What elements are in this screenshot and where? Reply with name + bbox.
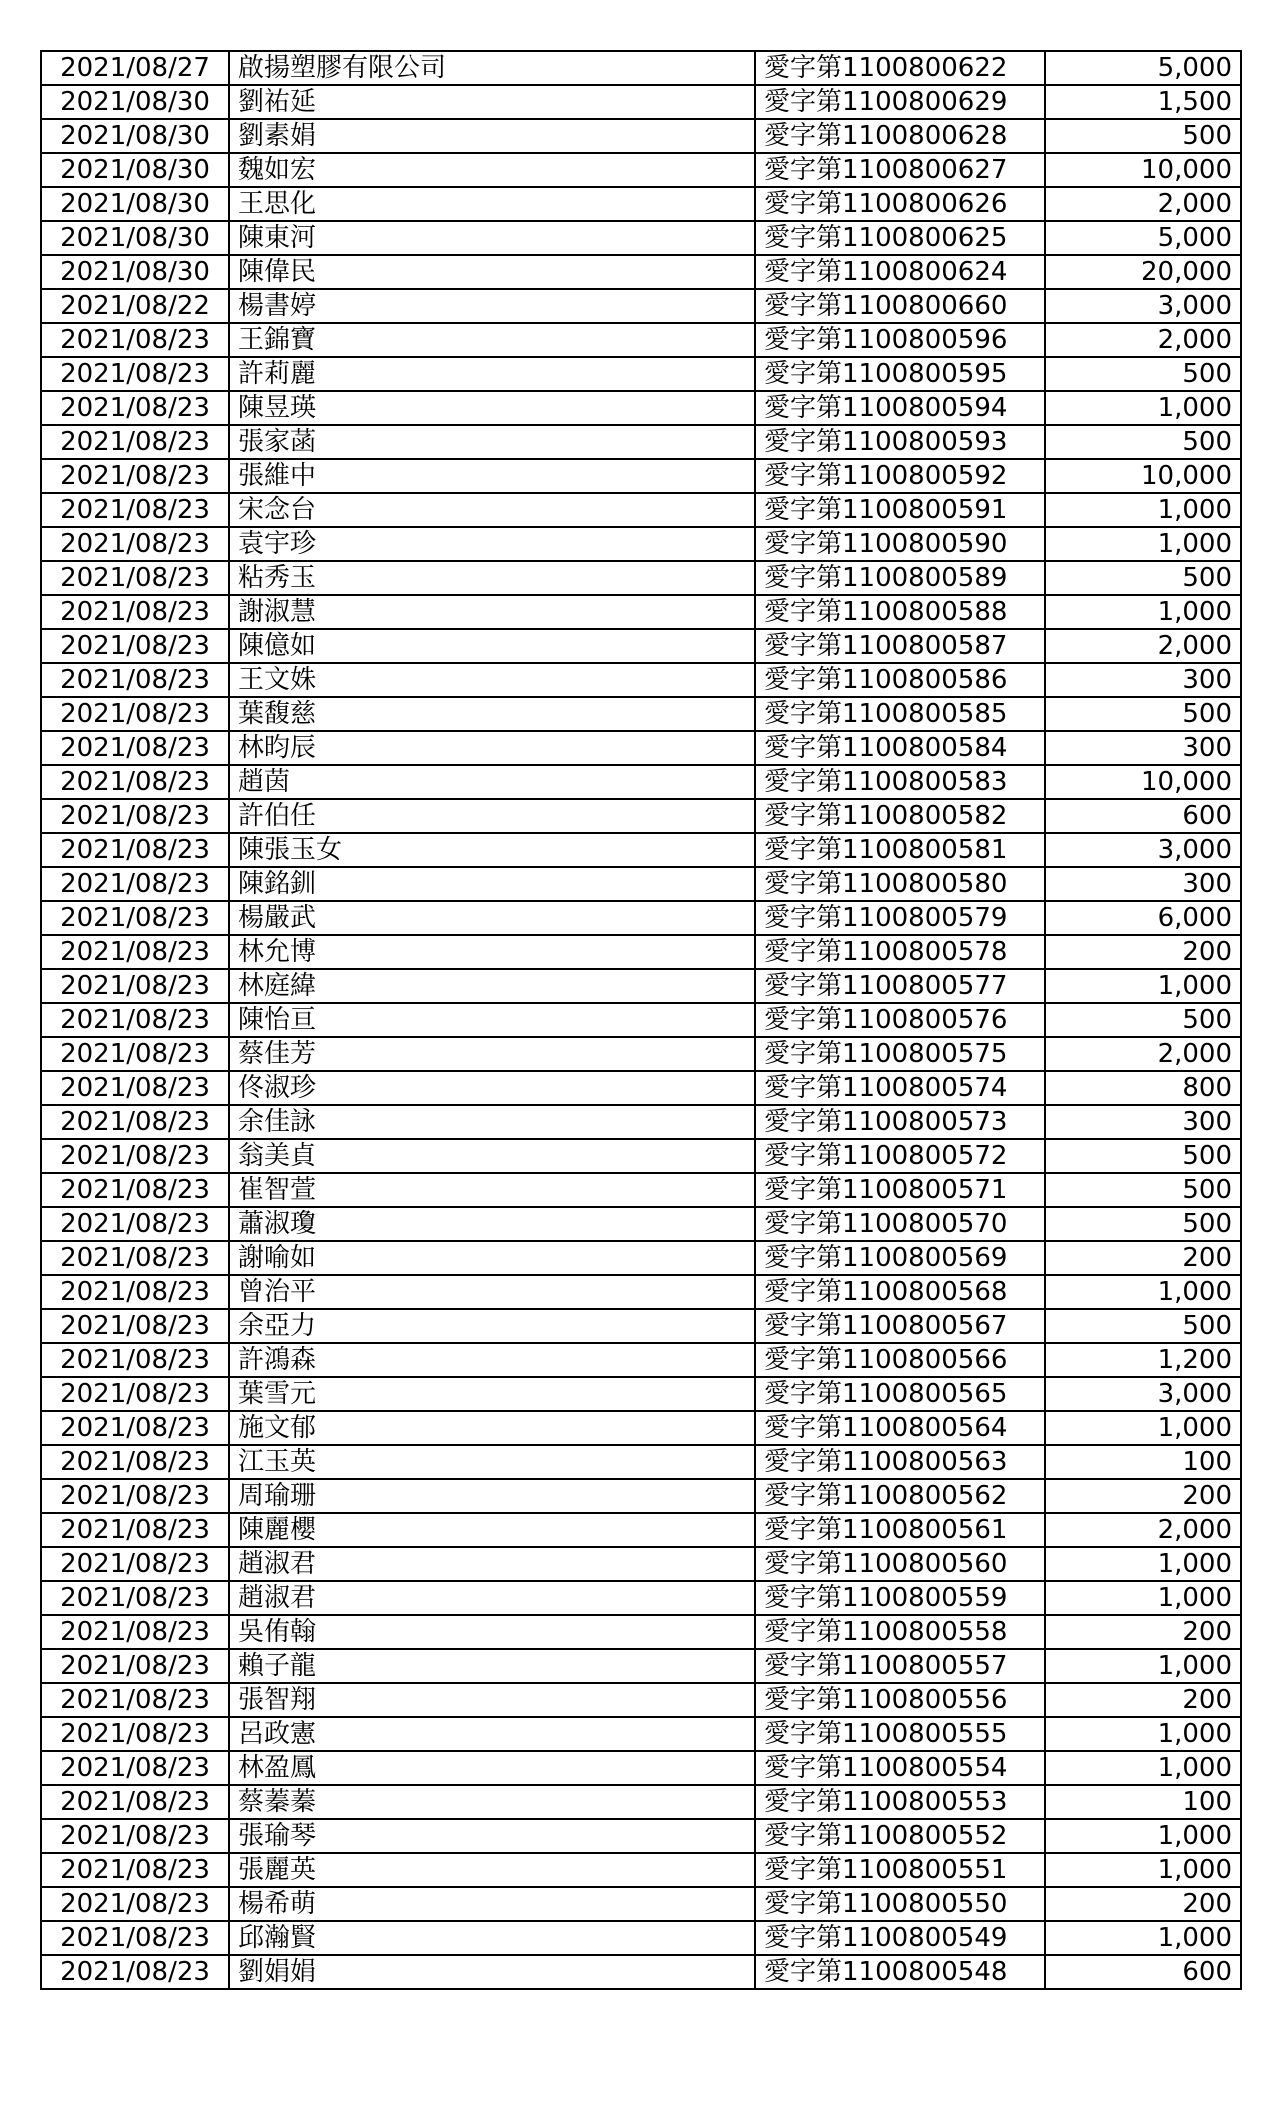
amount-cell: 1,000 bbox=[1045, 595, 1241, 629]
receipt-number-cell: 愛字第1100800580 bbox=[755, 867, 1045, 901]
date-cell: 2021/08/23 bbox=[41, 1411, 229, 1445]
donor-name-cell: 楊書婷 bbox=[229, 289, 755, 323]
amount-cell: 200 bbox=[1045, 1241, 1241, 1275]
table-row bbox=[41, 1785, 1241, 1819]
donor-name-cell: 張家菡 bbox=[229, 425, 755, 459]
date-cell: 2021/08/23 bbox=[41, 969, 229, 1003]
donor-name-cell: 佟淑珍 bbox=[229, 1071, 755, 1105]
table-row bbox=[41, 901, 1241, 935]
table-row bbox=[41, 1717, 1241, 1751]
date-cell: 2021/08/30 bbox=[41, 187, 229, 221]
amount-cell: 200 bbox=[1045, 1479, 1241, 1513]
date-cell: 2021/08/23 bbox=[41, 867, 229, 901]
donor-name-cell: 啟揚塑膠有限公司 bbox=[229, 51, 755, 85]
date-cell: 2021/08/23 bbox=[41, 935, 229, 969]
date-cell: 2021/08/23 bbox=[41, 1887, 229, 1921]
donor-name-cell: 崔智萱 bbox=[229, 1173, 755, 1207]
table-row bbox=[41, 1003, 1241, 1037]
amount-cell: 1,000 bbox=[1045, 1581, 1241, 1615]
receipt-number-cell: 愛字第1100800561 bbox=[755, 1513, 1045, 1547]
receipt-number-cell: 愛字第1100800589 bbox=[755, 561, 1045, 595]
receipt-number-cell: 愛字第1100800595 bbox=[755, 357, 1045, 391]
date-cell: 2021/08/23 bbox=[41, 1377, 229, 1411]
amount-cell: 100 bbox=[1045, 1445, 1241, 1479]
receipt-number-cell: 愛字第1100800591 bbox=[755, 493, 1045, 527]
date-cell: 2021/08/30 bbox=[41, 85, 229, 119]
table-row bbox=[41, 799, 1241, 833]
amount-cell: 1,000 bbox=[1045, 1411, 1241, 1445]
table-row bbox=[41, 255, 1241, 289]
table-row bbox=[41, 663, 1241, 697]
date-cell: 2021/08/30 bbox=[41, 119, 229, 153]
donor-name-cell: 許伯任 bbox=[229, 799, 755, 833]
amount-cell: 500 bbox=[1045, 357, 1241, 391]
receipt-number-cell: 愛字第1100800627 bbox=[755, 153, 1045, 187]
amount-cell: 200 bbox=[1045, 1683, 1241, 1717]
table-row bbox=[41, 323, 1241, 357]
receipt-number-cell: 愛字第1100800629 bbox=[755, 85, 1045, 119]
table-row bbox=[41, 153, 1241, 187]
donor-name-cell: 張瑜琴 bbox=[229, 1819, 755, 1853]
donor-name-cell: 劉娟娟 bbox=[229, 1955, 755, 1989]
amount-cell: 1,000 bbox=[1045, 1649, 1241, 1683]
donor-name-cell: 林昀辰 bbox=[229, 731, 755, 765]
amount-cell: 1,000 bbox=[1045, 1921, 1241, 1955]
date-cell: 2021/08/23 bbox=[41, 1173, 229, 1207]
donor-name-cell: 余亞力 bbox=[229, 1309, 755, 1343]
receipt-number-cell: 愛字第1100800574 bbox=[755, 1071, 1045, 1105]
amount-cell: 1,000 bbox=[1045, 1717, 1241, 1751]
donor-name-cell: 謝喻如 bbox=[229, 1241, 755, 1275]
donor-name-cell: 林庭緯 bbox=[229, 969, 755, 1003]
donor-name-cell: 張維中 bbox=[229, 459, 755, 493]
table-row bbox=[41, 1071, 1241, 1105]
date-cell: 2021/08/23 bbox=[41, 561, 229, 595]
amount-cell: 20,000 bbox=[1045, 255, 1241, 289]
amount-cell: 10,000 bbox=[1045, 765, 1241, 799]
donor-name-cell: 趙淑君 bbox=[229, 1581, 755, 1615]
amount-cell: 1,200 bbox=[1045, 1343, 1241, 1377]
receipt-number-cell: 愛字第1100800594 bbox=[755, 391, 1045, 425]
table-row bbox=[41, 731, 1241, 765]
donor-name-cell: 袁宇珍 bbox=[229, 527, 755, 561]
table-row bbox=[41, 187, 1241, 221]
donor-name-cell: 林盈鳳 bbox=[229, 1751, 755, 1785]
table-row bbox=[41, 425, 1241, 459]
date-cell: 2021/08/30 bbox=[41, 255, 229, 289]
table-row bbox=[41, 1241, 1241, 1275]
date-cell: 2021/08/23 bbox=[41, 629, 229, 663]
table-row bbox=[41, 1955, 1241, 1989]
donor-name-cell: 陳億如 bbox=[229, 629, 755, 663]
donor-name-cell: 邱瀚賢 bbox=[229, 1921, 755, 1955]
date-cell: 2021/08/23 bbox=[41, 799, 229, 833]
receipt-number-cell: 愛字第1100800552 bbox=[755, 1819, 1045, 1853]
amount-cell: 5,000 bbox=[1045, 221, 1241, 255]
receipt-number-cell: 愛字第1100800569 bbox=[755, 1241, 1045, 1275]
table-row bbox=[41, 1547, 1241, 1581]
date-cell: 2021/08/23 bbox=[41, 1785, 229, 1819]
donation-ledger-page bbox=[40, 50, 1242, 1990]
amount-cell: 5,000 bbox=[1045, 51, 1241, 85]
donor-name-cell: 楊希萌 bbox=[229, 1887, 755, 1921]
amount-cell: 600 bbox=[1045, 799, 1241, 833]
receipt-number-cell: 愛字第1100800576 bbox=[755, 1003, 1045, 1037]
table-row bbox=[41, 833, 1241, 867]
donor-name-cell: 曾治平 bbox=[229, 1275, 755, 1309]
donor-name-cell: 葉馥慈 bbox=[229, 697, 755, 731]
receipt-number-cell: 愛字第1100800566 bbox=[755, 1343, 1045, 1377]
donor-name-cell: 謝淑慧 bbox=[229, 595, 755, 629]
donor-name-cell: 劉素娟 bbox=[229, 119, 755, 153]
table-row bbox=[41, 1445, 1241, 1479]
date-cell: 2021/08/30 bbox=[41, 221, 229, 255]
table-row bbox=[41, 595, 1241, 629]
amount-cell: 300 bbox=[1045, 663, 1241, 697]
donor-name-cell: 楊嚴武 bbox=[229, 901, 755, 935]
receipt-number-cell: 愛字第1100800564 bbox=[755, 1411, 1045, 1445]
date-cell: 2021/08/23 bbox=[41, 731, 229, 765]
receipt-number-cell: 愛字第1100800559 bbox=[755, 1581, 1045, 1615]
amount-cell: 2,000 bbox=[1045, 1513, 1241, 1547]
amount-cell: 200 bbox=[1045, 1887, 1241, 1921]
table-row bbox=[41, 1887, 1241, 1921]
date-cell: 2021/08/23 bbox=[41, 425, 229, 459]
date-cell: 2021/08/23 bbox=[41, 1071, 229, 1105]
donor-name-cell: 劉祐延 bbox=[229, 85, 755, 119]
amount-cell: 100 bbox=[1045, 1785, 1241, 1819]
receipt-number-cell: 愛字第1100800567 bbox=[755, 1309, 1045, 1343]
date-cell: 2021/08/23 bbox=[41, 1683, 229, 1717]
donation-ledger-table bbox=[40, 50, 1242, 1990]
receipt-number-cell: 愛字第1100800593 bbox=[755, 425, 1045, 459]
donor-name-cell: 林允博 bbox=[229, 935, 755, 969]
receipt-number-cell: 愛字第1100800549 bbox=[755, 1921, 1045, 1955]
receipt-number-cell: 愛字第1100800573 bbox=[755, 1105, 1045, 1139]
amount-cell: 6,000 bbox=[1045, 901, 1241, 935]
date-cell: 2021/08/23 bbox=[41, 901, 229, 935]
donor-name-cell: 翁美貞 bbox=[229, 1139, 755, 1173]
date-cell: 2021/08/23 bbox=[41, 357, 229, 391]
table-row bbox=[41, 1513, 1241, 1547]
table-row bbox=[41, 1683, 1241, 1717]
receipt-number-cell: 愛字第1100800570 bbox=[755, 1207, 1045, 1241]
receipt-number-cell: 愛字第1100800581 bbox=[755, 833, 1045, 867]
table-row bbox=[41, 1207, 1241, 1241]
amount-cell: 1,000 bbox=[1045, 1819, 1241, 1853]
table-row bbox=[41, 1819, 1241, 1853]
table-row bbox=[41, 629, 1241, 663]
receipt-number-cell: 愛字第1100800628 bbox=[755, 119, 1045, 153]
amount-cell: 1,000 bbox=[1045, 527, 1241, 561]
receipt-number-cell: 愛字第1100800562 bbox=[755, 1479, 1045, 1513]
table-row bbox=[41, 765, 1241, 799]
receipt-number-cell: 愛字第1100800571 bbox=[755, 1173, 1045, 1207]
table-row bbox=[41, 1649, 1241, 1683]
receipt-number-cell: 愛字第1100800586 bbox=[755, 663, 1045, 697]
receipt-number-cell: 愛字第1100800553 bbox=[755, 1785, 1045, 1819]
table-row bbox=[41, 527, 1241, 561]
receipt-number-cell: 愛字第1100800588 bbox=[755, 595, 1045, 629]
date-cell: 2021/08/23 bbox=[41, 1649, 229, 1683]
amount-cell: 500 bbox=[1045, 1173, 1241, 1207]
receipt-number-cell: 愛字第1100800560 bbox=[755, 1547, 1045, 1581]
receipt-number-cell: 愛字第1100800582 bbox=[755, 799, 1045, 833]
table-row bbox=[41, 85, 1241, 119]
amount-cell: 500 bbox=[1045, 1309, 1241, 1343]
table-row bbox=[41, 1105, 1241, 1139]
amount-cell: 2,000 bbox=[1045, 1037, 1241, 1071]
table-row bbox=[41, 1751, 1241, 1785]
date-cell: 2021/08/23 bbox=[41, 1343, 229, 1377]
date-cell: 2021/08/23 bbox=[41, 663, 229, 697]
donor-name-cell: 趙淑君 bbox=[229, 1547, 755, 1581]
table-row bbox=[41, 51, 1241, 85]
amount-cell: 2,000 bbox=[1045, 323, 1241, 357]
donor-name-cell: 王思化 bbox=[229, 187, 755, 221]
date-cell: 2021/08/23 bbox=[41, 1479, 229, 1513]
table-row bbox=[41, 935, 1241, 969]
receipt-number-cell: 愛字第1100800558 bbox=[755, 1615, 1045, 1649]
date-cell: 2021/08/23 bbox=[41, 391, 229, 425]
receipt-number-cell: 愛字第1100800577 bbox=[755, 969, 1045, 1003]
receipt-number-cell: 愛字第1100800585 bbox=[755, 697, 1045, 731]
amount-cell: 1,000 bbox=[1045, 391, 1241, 425]
date-cell: 2021/08/23 bbox=[41, 1751, 229, 1785]
donor-name-cell: 趙茵 bbox=[229, 765, 755, 799]
donor-name-cell: 陳銘釧 bbox=[229, 867, 755, 901]
date-cell: 2021/08/23 bbox=[41, 323, 229, 357]
receipt-number-cell: 愛字第1100800557 bbox=[755, 1649, 1045, 1683]
donor-name-cell: 周瑜珊 bbox=[229, 1479, 755, 1513]
donor-name-cell: 葉雪元 bbox=[229, 1377, 755, 1411]
table-row bbox=[41, 459, 1241, 493]
table-row bbox=[41, 391, 1241, 425]
amount-cell: 300 bbox=[1045, 867, 1241, 901]
table-row bbox=[41, 1921, 1241, 1955]
table-row bbox=[41, 969, 1241, 1003]
receipt-number-cell: 愛字第1100800578 bbox=[755, 935, 1045, 969]
amount-cell: 1,000 bbox=[1045, 1547, 1241, 1581]
ledger-body bbox=[41, 51, 1241, 1989]
date-cell: 2021/08/30 bbox=[41, 153, 229, 187]
amount-cell: 3,000 bbox=[1045, 289, 1241, 323]
date-cell: 2021/08/23 bbox=[41, 595, 229, 629]
date-cell: 2021/08/23 bbox=[41, 1513, 229, 1547]
table-row bbox=[41, 1853, 1241, 1887]
receipt-number-cell: 愛字第1100800625 bbox=[755, 221, 1045, 255]
receipt-number-cell: 愛字第1100800568 bbox=[755, 1275, 1045, 1309]
amount-cell: 1,000 bbox=[1045, 969, 1241, 1003]
donor-name-cell: 蕭淑瓊 bbox=[229, 1207, 755, 1241]
amount-cell: 500 bbox=[1045, 1139, 1241, 1173]
table-row bbox=[41, 867, 1241, 901]
table-row bbox=[41, 1479, 1241, 1513]
receipt-number-cell: 愛字第1100800555 bbox=[755, 1717, 1045, 1751]
receipt-number-cell: 愛字第1100800587 bbox=[755, 629, 1045, 663]
date-cell: 2021/08/22 bbox=[41, 289, 229, 323]
date-cell: 2021/08/23 bbox=[41, 1037, 229, 1071]
receipt-number-cell: 愛字第1100800550 bbox=[755, 1887, 1045, 1921]
receipt-number-cell: 愛字第1100800624 bbox=[755, 255, 1045, 289]
donor-name-cell: 蔡佳芳 bbox=[229, 1037, 755, 1071]
donor-name-cell: 張麗英 bbox=[229, 1853, 755, 1887]
table-row bbox=[41, 1377, 1241, 1411]
donor-name-cell: 粘秀玉 bbox=[229, 561, 755, 595]
date-cell: 2021/08/23 bbox=[41, 1615, 229, 1649]
receipt-number-cell: 愛字第1100800596 bbox=[755, 323, 1045, 357]
donor-name-cell: 賴子龍 bbox=[229, 1649, 755, 1683]
receipt-number-cell: 愛字第1100800575 bbox=[755, 1037, 1045, 1071]
amount-cell: 500 bbox=[1045, 1003, 1241, 1037]
table-row bbox=[41, 1615, 1241, 1649]
receipt-number-cell: 愛字第1100800565 bbox=[755, 1377, 1045, 1411]
table-row bbox=[41, 493, 1241, 527]
donor-name-cell: 魏如宏 bbox=[229, 153, 755, 187]
amount-cell: 2,000 bbox=[1045, 629, 1241, 663]
amount-cell: 1,000 bbox=[1045, 1751, 1241, 1785]
receipt-number-cell: 愛字第1100800551 bbox=[755, 1853, 1045, 1887]
receipt-number-cell: 愛字第1100800584 bbox=[755, 731, 1045, 765]
donor-name-cell: 施文郁 bbox=[229, 1411, 755, 1445]
donor-name-cell: 張智翔 bbox=[229, 1683, 755, 1717]
date-cell: 2021/08/23 bbox=[41, 459, 229, 493]
table-row bbox=[41, 357, 1241, 391]
date-cell: 2021/08/23 bbox=[41, 765, 229, 799]
table-row bbox=[41, 1411, 1241, 1445]
donor-name-cell: 江玉英 bbox=[229, 1445, 755, 1479]
table-row bbox=[41, 697, 1241, 731]
receipt-number-cell: 愛字第1100800590 bbox=[755, 527, 1045, 561]
donor-name-cell: 蔡蓁蓁 bbox=[229, 1785, 755, 1819]
donor-name-cell: 陳怡亘 bbox=[229, 1003, 755, 1037]
receipt-number-cell: 愛字第1100800572 bbox=[755, 1139, 1045, 1173]
amount-cell: 1,500 bbox=[1045, 85, 1241, 119]
table-row bbox=[41, 1173, 1241, 1207]
date-cell: 2021/08/23 bbox=[41, 833, 229, 867]
amount-cell: 500 bbox=[1045, 561, 1241, 595]
donor-name-cell: 許莉麗 bbox=[229, 357, 755, 391]
donor-name-cell: 王錦寶 bbox=[229, 323, 755, 357]
date-cell: 2021/08/23 bbox=[41, 1819, 229, 1853]
date-cell: 2021/08/23 bbox=[41, 1717, 229, 1751]
donor-name-cell: 陳偉民 bbox=[229, 255, 755, 289]
receipt-number-cell: 愛字第1100800622 bbox=[755, 51, 1045, 85]
date-cell: 2021/08/23 bbox=[41, 493, 229, 527]
amount-cell: 2,000 bbox=[1045, 187, 1241, 221]
amount-cell: 300 bbox=[1045, 731, 1241, 765]
amount-cell: 800 bbox=[1045, 1071, 1241, 1105]
receipt-number-cell: 愛字第1100800579 bbox=[755, 901, 1045, 935]
receipt-number-cell: 愛字第1100800626 bbox=[755, 187, 1045, 221]
donor-name-cell: 陳張玉女 bbox=[229, 833, 755, 867]
amount-cell: 500 bbox=[1045, 119, 1241, 153]
table-row bbox=[41, 1581, 1241, 1615]
amount-cell: 300 bbox=[1045, 1105, 1241, 1139]
receipt-number-cell: 愛字第1100800583 bbox=[755, 765, 1045, 799]
table-row bbox=[41, 1275, 1241, 1309]
date-cell: 2021/08/23 bbox=[41, 1139, 229, 1173]
donor-name-cell: 許鴻森 bbox=[229, 1343, 755, 1377]
receipt-number-cell: 愛字第1100800592 bbox=[755, 459, 1045, 493]
receipt-number-cell: 愛字第1100800556 bbox=[755, 1683, 1045, 1717]
amount-cell: 200 bbox=[1045, 935, 1241, 969]
amount-cell: 500 bbox=[1045, 425, 1241, 459]
date-cell: 2021/08/23 bbox=[41, 1853, 229, 1887]
date-cell: 2021/08/23 bbox=[41, 697, 229, 731]
table-row bbox=[41, 561, 1241, 595]
date-cell: 2021/08/23 bbox=[41, 1003, 229, 1037]
receipt-number-cell: 愛字第1100800554 bbox=[755, 1751, 1045, 1785]
date-cell: 2021/08/23 bbox=[41, 1445, 229, 1479]
date-cell: 2021/08/23 bbox=[41, 1207, 229, 1241]
receipt-number-cell: 愛字第1100800548 bbox=[755, 1955, 1045, 1989]
amount-cell: 3,000 bbox=[1045, 1377, 1241, 1411]
donor-name-cell: 余佳詠 bbox=[229, 1105, 755, 1139]
amount-cell: 3,000 bbox=[1045, 833, 1241, 867]
date-cell: 2021/08/23 bbox=[41, 1955, 229, 1989]
donor-name-cell: 陳東河 bbox=[229, 221, 755, 255]
date-cell: 2021/08/23 bbox=[41, 1309, 229, 1343]
table-row bbox=[41, 1343, 1241, 1377]
donor-name-cell: 宋念台 bbox=[229, 493, 755, 527]
amount-cell: 500 bbox=[1045, 697, 1241, 731]
table-row bbox=[41, 119, 1241, 153]
amount-cell: 1,000 bbox=[1045, 493, 1241, 527]
table-row bbox=[41, 289, 1241, 323]
date-cell: 2021/08/23 bbox=[41, 1241, 229, 1275]
date-cell: 2021/08/23 bbox=[41, 1921, 229, 1955]
receipt-number-cell: 愛字第1100800563 bbox=[755, 1445, 1045, 1479]
amount-cell: 200 bbox=[1045, 1615, 1241, 1649]
amount-cell: 600 bbox=[1045, 1955, 1241, 1989]
amount-cell: 500 bbox=[1045, 1207, 1241, 1241]
amount-cell: 1,000 bbox=[1045, 1275, 1241, 1309]
table-row bbox=[41, 1309, 1241, 1343]
donor-name-cell: 陳麗櫻 bbox=[229, 1513, 755, 1547]
date-cell: 2021/08/23 bbox=[41, 527, 229, 561]
donor-name-cell: 吳侑翰 bbox=[229, 1615, 755, 1649]
date-cell: 2021/08/23 bbox=[41, 1275, 229, 1309]
receipt-number-cell: 愛字第1100800660 bbox=[755, 289, 1045, 323]
date-cell: 2021/08/27 bbox=[41, 51, 229, 85]
amount-cell: 10,000 bbox=[1045, 459, 1241, 493]
date-cell: 2021/08/23 bbox=[41, 1547, 229, 1581]
table-row bbox=[41, 221, 1241, 255]
donor-name-cell: 呂政憲 bbox=[229, 1717, 755, 1751]
donor-name-cell: 王文姝 bbox=[229, 663, 755, 697]
table-row bbox=[41, 1037, 1241, 1071]
table-row bbox=[41, 1139, 1241, 1173]
amount-cell: 10,000 bbox=[1045, 153, 1241, 187]
amount-cell: 1,000 bbox=[1045, 1853, 1241, 1887]
date-cell: 2021/08/23 bbox=[41, 1581, 229, 1615]
date-cell: 2021/08/23 bbox=[41, 1105, 229, 1139]
donor-name-cell: 陳昱瑛 bbox=[229, 391, 755, 425]
